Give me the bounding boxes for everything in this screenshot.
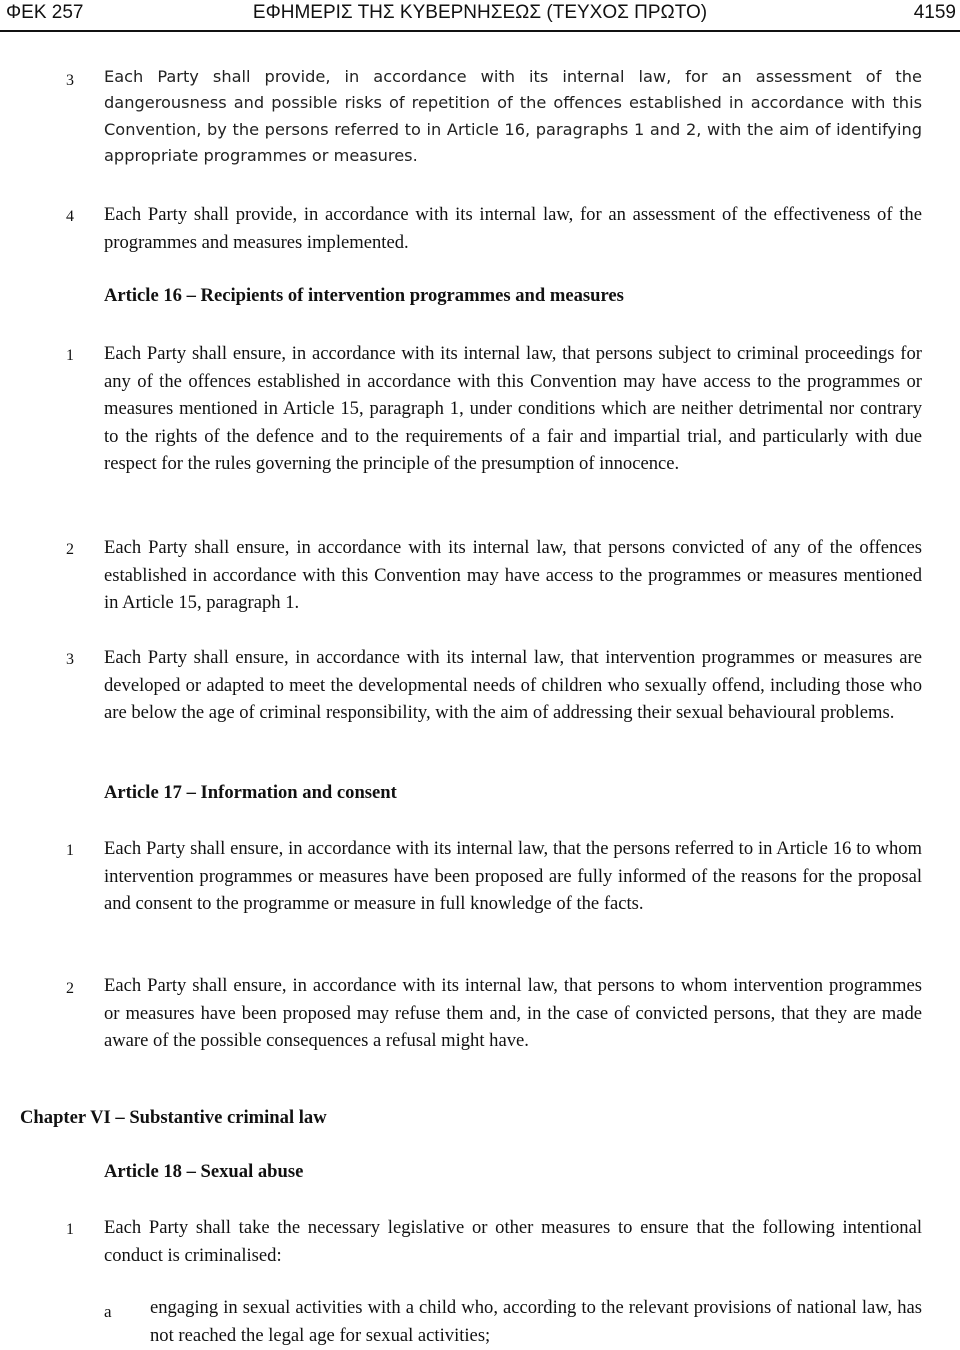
paragraph-number: 1 [66,842,74,859]
paragraph-text: Each Party shall ensure, in accordance with its internal law, that persons subject to criminal proceedings for any of the offences established in accordance with this Convention may have access to the programmes or measures mentioned in Article 15, paragraph 1, under conditions which are neither detrimental nor contrary to the rights of the defence and to the requirements of a fair and impartial trial, and particularly with due respect for the rules governing the principle of the presumption of innocence. [104,343,922,475]
paragraph-number: 1 [66,1221,74,1238]
article-heading: Article 16 – Recipients of intervention programmes and measures [104,285,624,306]
paragraph-text: Each Party shall provide, in accordance with its internal law, for an assessment of the dangerousness and possible risks of repetition of the offences established in accordance with this Convention, by the persons referred to in Article 16, paragraphs 1 and 2, with the aim of identifying appropriate programmes or measures. [104,67,922,165]
page-number: 4159 [913,2,956,23]
issue-number: ΦΕΚ 257 [6,2,84,23]
paragraph-text: Each Party shall ensure, in accordance with its internal law, that persons convicted of any of the offences established in accordance with this Convention may have access to the programmes or measures mentioned in Article 15, paragraph 1. [104,537,922,614]
paragraph-text: Each Party shall ensure, in accordance with its internal law, that the persons referred to in Article 16 to whom intervention programmes or measures have been proposed are fully informed of the reasons for the proposal and consent to the programme or measure in full knowledge of the facts. [104,838,922,915]
gazette-title: ΕΦΗΜΕΡΙΣ ΤΗΣ ΚΥΒΕΡΝΗΣΕΩΣ (ΤΕΥΧΟΣ ΠΡΩΤΟ) [252,2,708,23]
article-heading: Article 18 – Sexual abuse [104,1161,304,1182]
paragraph-text: Each Party shall take the necessary legislative or other measures to ensure that the following intentional conduct is criminalised: [104,1217,922,1266]
list-item-letter: a [104,1302,112,1321]
paragraph-number: 3 [66,651,74,668]
paragraph-text: Each Party shall provide, in accordance with its internal law, for an assessment of the effectiveness of the programmes and measures implemented. [104,204,922,253]
paragraph-number: 2 [66,980,74,997]
paragraph-number: 4 [66,208,74,225]
article-heading: Article 17 – Information and consent [104,782,397,803]
paragraph-text: Each Party shall ensure, in accordance with its internal law, that intervention programmes or measures are developed or adapted to meet the developmental needs of children who sexually offend, including those who are below the age of criminal responsibility, with the aim of addressing their sexual behavioural problems. [104,647,922,724]
header-rule [0,30,960,32]
paragraph-number: 2 [66,541,74,558]
page-header [0,0,960,30]
paragraph-number: 1 [66,347,74,364]
list-item-text: engaging in sexual activities with a child who, according to the relevant provisions of national law, has not reached the legal age for sexual activities; [150,1297,922,1346]
paragraph-text: Each Party shall ensure, in accordance with its internal law, that persons to whom intervention programmes or measures have been proposed may refuse them and, in the case of convicted persons, that they are made aware of the possible consequences a refusal might have. [104,975,922,1052]
chapter-heading: Chapter VI – Substantive criminal law [20,1107,327,1128]
paragraph-number: 3 [66,72,74,89]
